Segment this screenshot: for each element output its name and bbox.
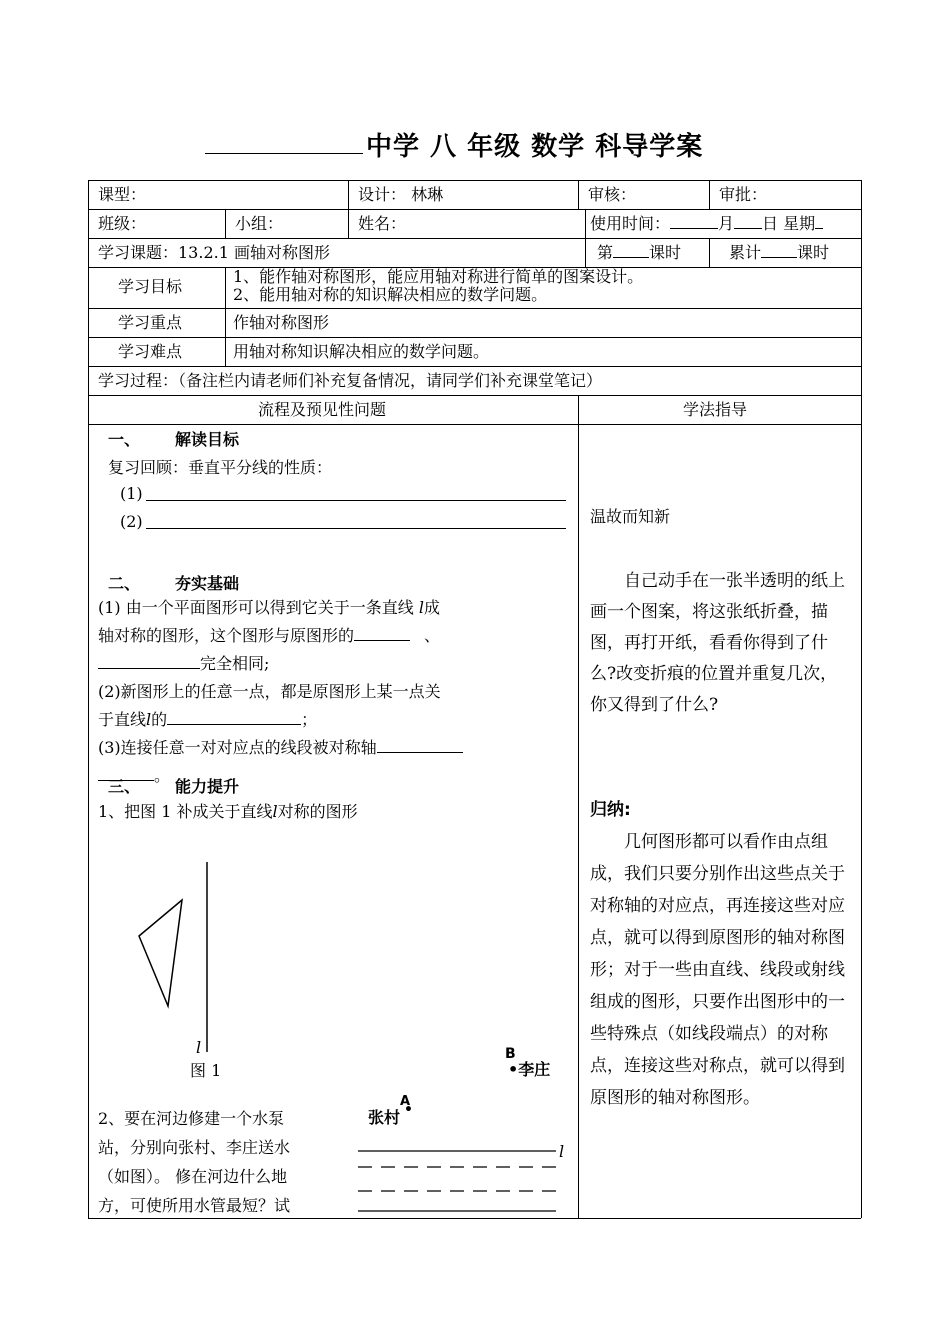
section-3-number: 三、	[108, 777, 141, 796]
goals-label: 学习目标	[118, 277, 183, 296]
section-3-title: 能力提升	[175, 777, 240, 796]
goal-1: 1、能作轴对称图形，能应用轴对称进行简单的图案设计。	[233, 267, 644, 286]
section-2-number: 二、	[108, 574, 141, 593]
course-type-label: 课型：	[98, 185, 147, 204]
section-2-title: 夯实基础	[175, 574, 240, 593]
answer-line-1	[146, 500, 566, 501]
process-intro: 学习过程：（备注栏内请老师们补充复备情况，请同学们补充课堂笔记）	[98, 371, 603, 390]
reviewer-label: 审核：	[588, 185, 637, 204]
lesson-number: 第 课时	[597, 243, 682, 262]
review-prompt: 复习回顾：垂直平分线的性质：	[108, 458, 333, 477]
title-underline-blank	[205, 153, 363, 154]
river-drawing	[355, 1145, 570, 1220]
question-2: 2、要在河边修建一个水泵 站，分别向张村、李庄送水 （如图）。 修在河边什么地 方，可使所用水管最短？试	[98, 1109, 291, 1215]
designer-label: 设计： 林琳	[358, 185, 444, 204]
column-header-process: 流程及预见性问题	[258, 400, 387, 419]
difficulty-label: 学习难点	[118, 342, 183, 361]
summary-title: 归纳:	[590, 800, 631, 820]
point-b-label: B	[505, 1046, 516, 1062]
section-1-number: 一、	[108, 430, 141, 449]
question-1: 1、把图 1 补成关于直线l对称的图形	[98, 802, 358, 821]
approver-label: 审批：	[719, 185, 768, 204]
figure-1-axis-label: l	[196, 1038, 202, 1057]
group-label: 小组：	[235, 214, 284, 233]
month-label: 月	[718, 214, 735, 233]
point-a-label: A	[400, 1094, 411, 1109]
goal-2: 2、能用轴对称的知识解决相应的数学问题。	[233, 285, 548, 304]
name-label: 姓名：	[358, 214, 407, 233]
guidance-tip-2: 自己动手在一张半透明的纸上画一个图案，将这张纸折叠，描图，再打开纸，看看你得到了什么?改变折痕的位置并重复几次，你又得到了什么?	[590, 571, 845, 715]
page-title: 中学 八 年级 数学 科导学案	[366, 132, 704, 162]
key-points-text: 作轴对称图形	[233, 313, 330, 332]
class-label: 班级：	[98, 214, 147, 233]
figure-1-drawing	[130, 860, 220, 1060]
guidance-tip-1: 温故而知新	[590, 507, 671, 526]
village-a: 张村	[368, 1108, 401, 1127]
river-label: l	[559, 1142, 565, 1161]
section-1-title: 解读目标	[175, 430, 240, 449]
answer-line-2	[146, 528, 566, 529]
lesson-topic: 学习课题：13.2.1 画轴对称图形	[98, 243, 330, 262]
triangle-shape	[139, 900, 182, 1006]
difficulty-text: 用轴对称知识解决相应的数学问题。	[233, 342, 490, 361]
time-prefix: 使用时间：	[590, 214, 671, 233]
summary-text: 几何图形都可以看作由点组成，我们只要分别作出这些点关于对称轴的对应点，再连接这些对应点，就可以得到原图形的轴对称图形；对于一些由直线、线段或射线组成的图形，只要作出图形中的一些特殊点（如线段端点）的对称点，连接这些对称点，就可以得到原图形的轴对称图形。	[590, 832, 845, 1108]
review-item-2: (2)	[120, 512, 143, 531]
column-header-guidance: 学法指导	[683, 400, 748, 419]
point-a-dot: •	[404, 1102, 413, 1118]
review-item-1: (1)	[120, 484, 143, 503]
key-points-label: 学习重点	[118, 313, 183, 332]
day-label: 日 星期	[762, 214, 816, 233]
section-2-body: (1) 由一个平面图形可以得到它关于一条直线 l成 轴对称的图形，这个图形与原图形的 、 完全相同; (2)新图形上的任意一点，都是原图形上某一点关 于直线l的 ； (3)连接任意一对对应点的线段被对称轴 。	[98, 594, 576, 790]
figure-1-caption: 图 1	[190, 1061, 222, 1080]
total-lessons: 累计 课时	[729, 243, 830, 262]
usage-time	[590, 214, 823, 234]
village-b: •李庄	[508, 1060, 551, 1079]
